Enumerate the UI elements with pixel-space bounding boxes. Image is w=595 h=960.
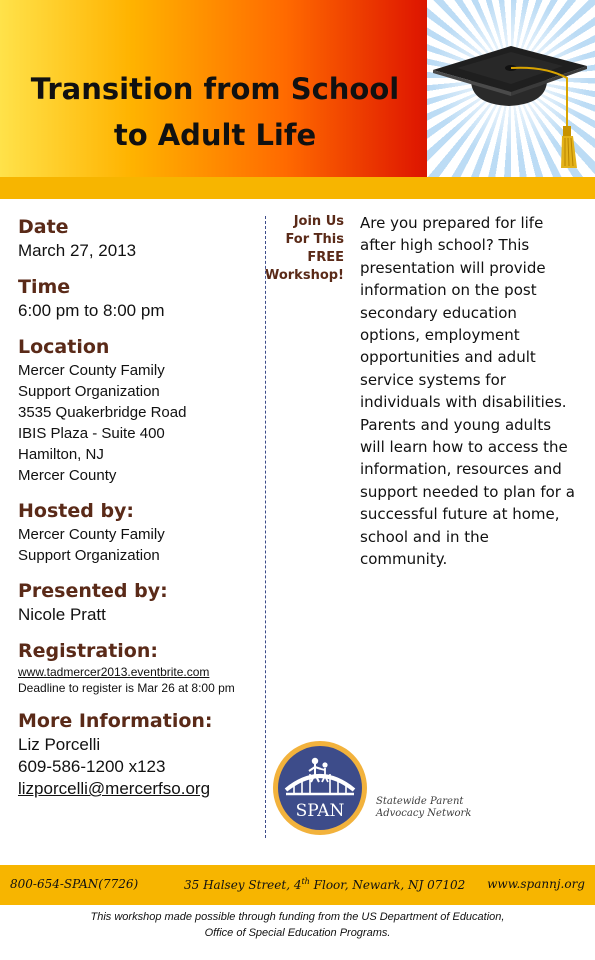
footer-contact-bar: [0, 865, 595, 905]
location-section: [18, 334, 268, 486]
location-line: 3535 Quakerbridge Road: [18, 404, 187, 421]
footer-address: [184, 877, 465, 892]
header-banner: [0, 0, 595, 177]
contact-email-link[interactable]: lizporcelli@mercerfso.org: [18, 779, 211, 798]
join-line: FREE: [307, 250, 344, 265]
title-line-2: to Adult Life: [113, 118, 317, 152]
time-section: [18, 274, 268, 322]
hosted-label: Hosted by:: [18, 500, 135, 522]
join-callout: [262, 213, 344, 285]
time-label: Time: [18, 276, 71, 298]
time-value: 6:00 pm to 8:00 pm: [18, 301, 165, 320]
address-sup: th: [301, 877, 310, 886]
contact-phone: 609-586-1200 x123: [18, 757, 166, 776]
funding-note: [0, 909, 595, 941]
host-line: Mercer County Family: [18, 526, 165, 543]
column-divider: [265, 216, 266, 838]
contact-section: [18, 708, 268, 800]
span-logo-icon: [272, 740, 368, 836]
date-value: March 27, 2013: [18, 241, 137, 260]
location-line: IBIS Plaza - Suite 400: [18, 425, 165, 442]
presenter-section: [18, 578, 268, 626]
contact-name: Liz Porcelli: [18, 735, 101, 754]
address-start: 35 Halsey Street, 4: [184, 878, 302, 892]
date-section: [18, 214, 268, 262]
presented-label: Presented by:: [18, 580, 168, 602]
location-line: Mercer County Family: [18, 362, 165, 379]
date-label: Date: [18, 216, 69, 238]
host-line: Support Organization: [18, 547, 160, 564]
footer-phone: 800-654-SPAN(7726): [10, 877, 139, 891]
logo-tagline: [376, 796, 471, 820]
hosted-section: [18, 498, 268, 566]
logo-text: SPAN: [295, 801, 345, 821]
registration-label: Registration:: [18, 640, 158, 662]
graduation-cap-icon: [427, 0, 595, 177]
registration-link[interactable]: www.tadmercer2013.eventbrite.com: [18, 665, 210, 679]
tagline-line: Statewide Parent: [376, 796, 464, 807]
description-text: Are you prepared for life after high school? This presentation will provide information on the post secondary education options, employment opportunities and adult service systems for individuals with disabilities. Parents and young adults will learn how to access the information, resources and support needed to plan for a successful future at home, school and in the community.: [360, 214, 575, 569]
page-title: [0, 66, 430, 158]
tagline-line: Advocacy Network: [376, 808, 472, 819]
location-line: Support Organization: [18, 383, 160, 400]
registration-deadline: Deadline to register is Mar 26 at 8:00 pm: [18, 681, 235, 695]
header-divider-bar: [0, 177, 595, 199]
more-info-label: More Information:: [18, 710, 213, 732]
graduation-cap-image: [427, 0, 595, 177]
join-line: Join Us: [293, 214, 344, 229]
footer-website[interactable]: www.spannj.org: [487, 877, 585, 891]
join-line: For This: [285, 232, 344, 247]
funding-line: Office of Special Education Programs.: [204, 927, 391, 939]
presenter-name: Nicole Pratt: [18, 605, 106, 624]
title-line-1: Transition from School: [30, 72, 400, 106]
location-line: Hamilton, NJ: [18, 446, 104, 463]
funding-line: This workshop made possible through funding from the US Department of Education,: [90, 911, 505, 923]
address-end: Floor, Newark, NJ 07102: [309, 878, 466, 892]
join-line: Workshop!: [264, 268, 344, 283]
location-label: Location: [18, 336, 110, 358]
location-line: Mercer County: [18, 467, 117, 484]
event-details: [18, 214, 268, 812]
registration-section: [18, 638, 268, 696]
